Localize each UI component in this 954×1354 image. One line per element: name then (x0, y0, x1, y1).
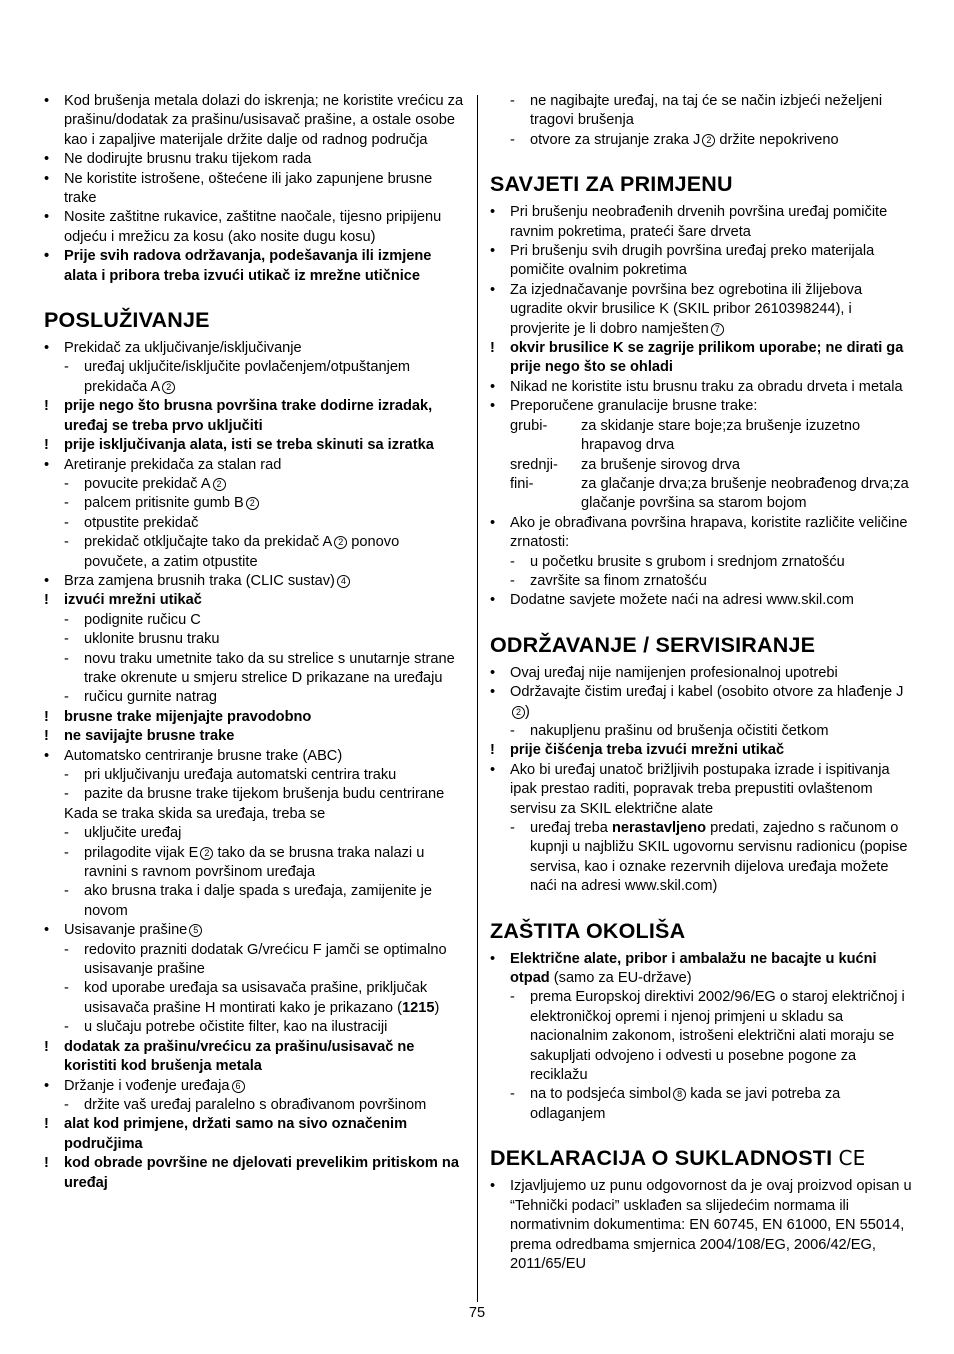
dash-marker: - (510, 1086, 515, 1103)
dash-item (44, 533, 466, 572)
item-text: Kada se traka skida sa uređaja, treba se (64, 805, 326, 822)
figure-ref-icon: 2 (512, 706, 525, 719)
item-text: Nikad ne koristite istu brusnu traku za obradu drveta i metala (510, 378, 903, 395)
bullet-item (44, 572, 466, 591)
warning-item (44, 436, 466, 455)
bullet-icon: • (44, 922, 50, 939)
bullet-icon: • (490, 514, 496, 531)
warning-icon: ! (44, 592, 49, 609)
item-text: podignite ručicu C (84, 611, 201, 628)
bullet-icon: • (44, 170, 50, 187)
dash-marker: - (64, 631, 69, 648)
item-text: Ne dodirujte brusnu traku tijekom rada (64, 151, 312, 168)
bullet-item (490, 591, 915, 610)
warning-item (490, 741, 915, 760)
heading-odrzavanje: ODRŽAVANJE / SERVISIRANJE (490, 632, 816, 657)
savjeti-list-2 (490, 514, 915, 611)
item-text: prije nego što brusna površina trake dodirne izradak, uređaj se treba prvo uključiti (64, 398, 433, 434)
dash-item (44, 1096, 466, 1115)
item-text-after: (samo za EU-države) (549, 970, 692, 987)
warning-icon: ! (44, 398, 49, 415)
dash-item (490, 722, 915, 741)
item-text: novu traku umetnite tako da su strelice s unutarnje strane trake okrenute u smjeru strelice D prikazane na uređaju (84, 650, 455, 686)
item-text-after: držite nepokriveno (715, 131, 839, 148)
item-text: Pri brušenju neobrađenih drvenih površina uređaj pomičite ravnim pokretima, prateći šare drveta (510, 204, 888, 240)
bullet-icon: • (44, 209, 50, 226)
warning-icon: ! (44, 708, 49, 725)
figure-ref-icon: 2 (334, 536, 347, 549)
bullet-icon: • (44, 747, 50, 764)
bullet-icon: • (44, 93, 50, 109)
dash-marker: - (510, 572, 515, 589)
ce-mark-icon: CE (838, 1146, 866, 1171)
item-text: završite sa finom zrnatošću (530, 572, 707, 589)
item-text: pazite da brusne trake tijekom brušenja budu centrirane (84, 786, 445, 803)
dash-marker: - (510, 131, 515, 148)
dash-item (44, 611, 466, 630)
dash-marker: - (64, 980, 69, 997)
item-text: nakupljenu prašinu od brušenja očistiti četkom (530, 722, 829, 739)
item-text: Nosite zaštitne rukavice, zaštitne naočale, tijesno pripijenu odjeću i mrežicu za kosu (ako nosite dugu kosu) (64, 209, 442, 245)
dash-marker: - (510, 722, 515, 739)
item-text: Držanje i vođenje uređaja (64, 1077, 230, 1094)
warning-icon: ! (44, 1116, 49, 1133)
bullet-icon: • (44, 1077, 50, 1094)
dash-marker: - (64, 514, 69, 531)
bullet-item (44, 247, 466, 286)
right-column (490, 92, 915, 1274)
dash-marker: - (510, 553, 515, 570)
deklaracija-list (490, 1177, 915, 1274)
bullet-item (490, 664, 915, 683)
item-text: Pri brušenju svih drugih površina uređaj preko materijala pomičite ovalnim pokretima (510, 243, 875, 279)
bullet-item (490, 1177, 915, 1274)
odrzavanje-list (490, 664, 915, 897)
figure-ref-icon: 8 (673, 1088, 686, 1101)
dash-item (44, 475, 466, 494)
item-text-after: ) (434, 999, 440, 1016)
dash-marker: - (64, 767, 69, 783)
dash-item (44, 514, 466, 533)
item-text-after: ponovo povučete, a zatim otpustite (84, 534, 400, 570)
item-text-after: predati, zajedno s računom o kupnji u najbližu SKIL ugovornu servisnu radionicu (popise servisa, kao i oznake rezervnih dijelova uređaja možete naći na adresi www.skil.com) (530, 820, 908, 895)
bullet-item (44, 170, 466, 209)
item-text: Aretiranje prekidača za stalan rad (64, 456, 282, 473)
figure-ref-icon: 2 (200, 847, 213, 860)
item-text: okvir brusilice K se zagrije prilikom uporabe; ne dirati ga prije nego što se ohladi (510, 340, 904, 376)
dash-item (44, 882, 466, 921)
bullet-icon: • (44, 572, 50, 589)
bullet-icon: • (490, 378, 496, 395)
left-column (44, 92, 466, 1193)
warning-item (44, 727, 466, 746)
dash-marker: - (64, 650, 69, 667)
dash-item (490, 553, 915, 572)
grit-description: za glačanje drva;za brušenje neobrađenog drva;za glačanje površina sa starom bojom (581, 475, 909, 512)
paragraph-text (44, 805, 466, 824)
dash-marker: - (64, 1096, 69, 1113)
warning-item (44, 591, 466, 610)
bullet-icon: • (490, 592, 496, 609)
item-text: uključite uređaj (84, 825, 182, 842)
item-text: kod uporabe uređaja sa usisavača prašine, priključak usisavača prašine H montirati kako je prikazano ( (84, 980, 428, 1016)
dash-item (44, 650, 466, 689)
figure-ref-icon: 6 (232, 1080, 245, 1093)
dash-marker: - (64, 1019, 69, 1036)
bullet-icon: • (44, 340, 50, 357)
bullet-icon: • (490, 761, 496, 778)
heading-posluzivanje: POSLUŽIVANJE (44, 308, 210, 333)
dash-item (490, 1085, 915, 1124)
bullet-icon: • (44, 151, 50, 168)
warning-item (44, 708, 466, 727)
item-text: Ako bi uređaj unatoč brižljivih postupaka izrade i ispitivanja ipak prestao raditi, popravak treba prepustiti ovlaštenom servisu za SKIL električne alate (510, 761, 890, 817)
item-text: brusne trake mijenjajte pravodobno (64, 708, 312, 725)
item-text: izvući mrežni utikač (64, 592, 202, 609)
warning-item (44, 1154, 466, 1193)
dash-item (490, 131, 915, 150)
grit-label: fini- (510, 475, 534, 492)
item-text-after: kada se javi potreba za odlaganjem (530, 1086, 841, 1122)
item-text: Ne koristite istrošene, oštećene ili jako zapunjene brusne trake (64, 170, 433, 207)
dash-marker: - (64, 359, 69, 376)
item-text: dodatak za prašinu/vrećicu za prašinu/usisavač ne koristiti kod brušenja metala (64, 1038, 415, 1075)
dash-item (490, 572, 915, 591)
bullet-item (490, 378, 915, 397)
bullet-item (44, 1077, 466, 1096)
grit-label: grubi- (510, 417, 548, 434)
bullet-item (490, 203, 915, 242)
bullet-item (490, 761, 915, 819)
bullet-item (490, 950, 915, 989)
item-text: ručicu gurnite natrag (84, 689, 218, 706)
bullet-item (490, 242, 915, 281)
figure-ref-icon: 2 (162, 381, 175, 394)
figure-ref-icon: 2 (246, 497, 259, 510)
warning-icon: ! (490, 742, 495, 759)
dash-item (44, 979, 466, 1018)
dash-marker: - (510, 93, 515, 109)
item-text: prije isključivanja alata, isti se treba skinuti sa izratka (64, 437, 434, 454)
item-text: Preporučene granulacije brusne trake: (510, 398, 758, 415)
bullet-item (44, 208, 466, 247)
bullet-icon: • (490, 684, 496, 701)
bold-text: nerastavljeno (611, 820, 707, 836)
grit-description: za skidanje stare boje;za brušenje izuzetno hrapavog drva (581, 417, 861, 454)
warning-item (44, 1038, 466, 1077)
heading-deklaracija-text: DEKLARACIJA O SUKLADNOSTI (490, 1146, 833, 1171)
dash-marker: - (64, 941, 69, 958)
bullet-icon: • (490, 1178, 496, 1195)
item-text: Kod brušenja metala dolazi do iskrenja; ne koristite vrećicu za prašinu/dodatak za prašinu/usisavač prašine, a ostale osobe kao i zapaljive materijale držite dalje od radnog područja (64, 93, 464, 148)
dash-marker: - (510, 820, 515, 836)
warning-icon: ! (44, 728, 49, 745)
bullet-item (490, 683, 915, 722)
bullet-item (490, 397, 915, 416)
item-text: povucite prekidač A (84, 475, 211, 492)
heading-deklaracija (490, 1145, 915, 1171)
warning-icon: ! (44, 1155, 49, 1172)
column-divider (477, 95, 478, 1302)
dash-marker: - (64, 883, 69, 900)
item-text-after: ) (525, 703, 530, 720)
figure-ref-icon: 4 (337, 575, 350, 588)
heading-zastita: ZAŠTITA OKOLIŠA (490, 918, 686, 943)
item-text: otvore za strujanje zraka J (530, 131, 701, 148)
item-text: redovito prazniti dodatak G/vrećicu F jamči se optimalno usisavanje prašine (84, 941, 447, 978)
item-text: ako brusna traka i dalje spada s uređaja, zamijenite je novom (84, 883, 433, 919)
item-text: Brza zamjena brusnih traka (CLIC sustav) (64, 572, 335, 589)
dash-item (44, 766, 466, 785)
item-text: Izjavljujemo uz punu odgovornost da je ovaj proizvod opisan u “Tehnički podaci” usklađen sa slijedećim normama ili normativnim dokumentima: EN 60745, EN 61000, EN 55014, prema odredbama smjernica 2004/108/EG, 2006/42/EG, 2011/65/EU (510, 1178, 912, 1272)
dash-item (44, 1018, 466, 1037)
item-text: Održavajte čistim uređaj i kabel (osobito otvore za hlađenje J (510, 684, 904, 701)
savjeti-list (490, 203, 915, 416)
dash-item (490, 92, 915, 131)
figure-ref-icon: 2 (213, 478, 226, 491)
dash-marker: - (64, 495, 69, 512)
warning-item (44, 1115, 466, 1154)
bullet-icon: • (490, 664, 496, 681)
item-text: ne savijajte brusne trake (64, 728, 235, 745)
dash-marker: - (64, 825, 69, 842)
figure-ref-icon: 7 (711, 323, 724, 336)
bullet-icon: • (490, 204, 496, 221)
dash-marker: - (64, 611, 69, 628)
bullet-item (44, 339, 466, 358)
bullet-item (490, 514, 915, 553)
bullet-item (44, 150, 466, 169)
dash-item (490, 988, 915, 1085)
continued-list (490, 92, 915, 150)
item-text: alat kod primjene, držati samo na sivo označenim područjima (64, 1116, 408, 1152)
item-text: pri uključivanju uređaja automatski centrira traku (84, 767, 397, 783)
dash-marker: - (510, 989, 515, 1006)
item-text: na to podsjeća simbol (530, 1086, 672, 1103)
bullet-icon: • (44, 456, 50, 473)
item-text: uklonite brusnu traku (84, 631, 220, 648)
bullet-item (44, 921, 466, 940)
warning-icon: ! (490, 340, 495, 357)
item-text: uređaj uključite/isključite povlačenjem/otpuštanjem prekidača A (84, 359, 411, 395)
dash-item (44, 358, 466, 397)
dash-item (44, 785, 466, 804)
item-text: Prije svih radova održavanja, podešavanja ili izmjene alata i pribora treba izvući utikač iz mrežne utičnice (64, 248, 432, 284)
bullet-item (44, 747, 466, 766)
item-text: Dodatne savjete možete naći na adresi www.skil.com (510, 592, 854, 609)
item-text: Za izjednačavanje površina bez ogrebotina ili žlijebova ugradite okvir brusilice K (SKIL pribor 2610398244), i provjerite je li dobro namješten (510, 281, 863, 337)
item-text: u slučaju potrebe očistite filter, kao na ilustraciji (84, 1019, 388, 1036)
dash-marker: - (64, 534, 69, 551)
item-text: palcem pritisnite gumb B (84, 495, 244, 512)
bullet-icon: • (490, 281, 496, 298)
item-text: Ako je obrađivana površina hrapava, koristite različite veličine zrnatosti: (510, 514, 908, 551)
bullet-item (490, 281, 915, 339)
bullet-item (44, 92, 466, 150)
item-text: prekidač otključajte tako da prekidač A (84, 534, 333, 551)
dash-item (44, 630, 466, 649)
dash-marker: - (64, 689, 69, 706)
grit-description: za brušenje sirovog drva (581, 456, 740, 473)
bullet-icon: • (490, 398, 496, 415)
bullet-item (44, 456, 466, 475)
dash-marker: - (64, 844, 69, 861)
warning-item (44, 397, 466, 436)
item-text: otpustite prekidač (84, 514, 199, 531)
item-text: držite vaš uređaj paralelno s obrađivanom površinom (84, 1096, 427, 1113)
dash-item (44, 688, 466, 707)
dash-marker: - (64, 475, 69, 492)
item-text: ne nagibajte uređaj, na taj će se način izbjeći neželjeni tragovi brušenja (530, 93, 883, 129)
dash-item (44, 941, 466, 980)
dash-item (44, 824, 466, 843)
item-text: Ovaj uređaj nije namijenjen profesionalnoj upotrebi (510, 664, 838, 681)
item-text: Automatsko centriranje brusne trake (ABC) (64, 747, 343, 764)
dash-item (490, 819, 915, 897)
warning-icon: ! (44, 1038, 49, 1055)
item-text: uređaj treba (530, 820, 612, 836)
figure-ref-icon: 5 (189, 924, 202, 937)
item-text: Prekidač za uključivanje/isključivanje (64, 340, 302, 357)
item-text: prije čišćenja treba izvući mrežni utikač (510, 742, 785, 759)
posluzivanje-list (44, 339, 466, 1193)
warning-icon: ! (44, 437, 49, 454)
bold-text: Električne alate, pribor i ambalažu ne bacajte u kućni otpad (510, 950, 877, 987)
page-number: 75 (468, 1305, 486, 1321)
item-text: Usisavanje prašine (64, 922, 188, 939)
bullet-icon: • (490, 950, 496, 967)
dash-item (44, 494, 466, 513)
grit-label: srednji- (510, 456, 558, 473)
dash-marker: - (64, 786, 69, 803)
item-text: u početku brusite s grubom i srednjom zrnatošću (530, 553, 845, 570)
item-text-after: tako da se brusna traka nalazi u ravnini s ravnom površinom uređaja (84, 844, 425, 881)
warning-item (490, 339, 915, 378)
zastita-list (490, 950, 915, 1125)
item-text: prilagodite vijak E (84, 844, 199, 861)
bold-text: 1215 (401, 999, 435, 1016)
grit-table (490, 417, 915, 514)
bullet-icon: • (44, 248, 50, 265)
heading-savjeti: SAVJETI ZA PRIMJENU (490, 172, 733, 197)
dash-item (44, 844, 466, 883)
figure-ref-icon: 2 (702, 134, 715, 147)
item-text: kod obrade površine ne djelovati prevelikim pritiskom na uređaj (64, 1155, 459, 1191)
item-text: prema Europskoj direktivi 2002/96/EG o staroj električnoj i elektroničkoj opremi i njenoj primjeni u skladu sa nacionalnim zakonom, istrošeni električni alati moraju se sakupljati odvojeno i odvesti u posebne pogone za reciklažu (530, 989, 905, 1084)
bullet-icon: • (490, 243, 496, 260)
intro-list (44, 92, 466, 286)
